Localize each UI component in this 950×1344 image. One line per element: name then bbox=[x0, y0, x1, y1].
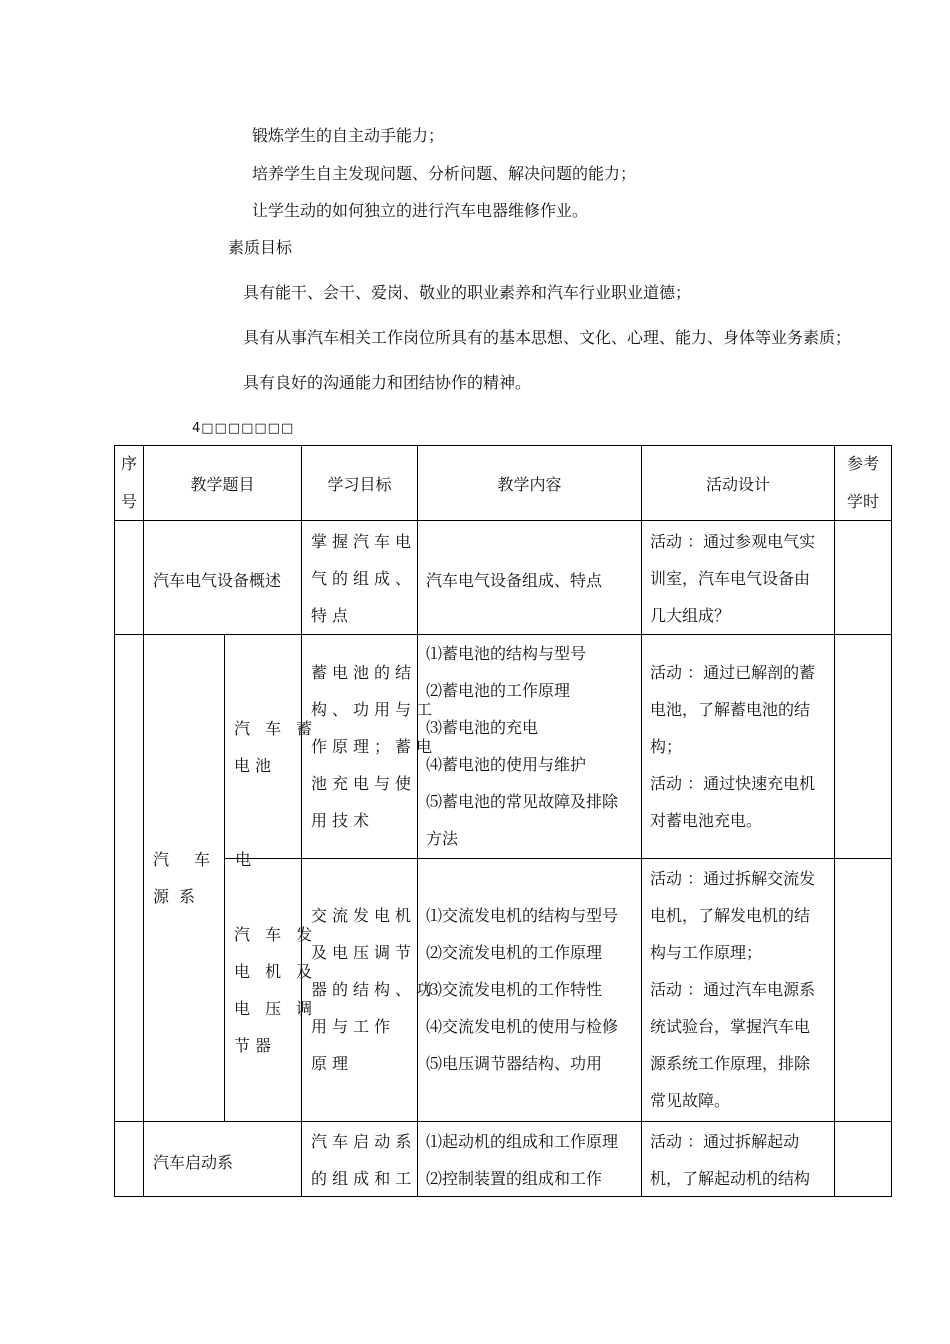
row3-activity: 活动 ：通过拆解交流发 电机，了解发电机的结 构与工作原理； 活动 ：通过汽车电源系 统试验台，掌握汽车电 源系统工作原理，排除 常见故障。 bbox=[650, 869, 816, 1110]
row2-subtopic: 汽 车 蓄 电池 bbox=[234, 719, 318, 775]
row1-activity: 活动 ：通过参观电气实 训室，汽车电气设备由 几大组成？ bbox=[650, 532, 816, 625]
row1-goal: 掌握汽车电 气的组成、 特点 bbox=[311, 532, 417, 625]
header-topic: 教学题目 bbox=[190, 474, 255, 494]
table-divider bbox=[114, 520, 892, 521]
header-activity: 活动设计 bbox=[705, 474, 770, 494]
section-heading: 4□□□□□□□ bbox=[192, 421, 295, 436]
quality-objective-3: 具有良好的沟通能力和团结协作的精神。 bbox=[243, 373, 532, 392]
skill-objective-2: 培养学生自主发现问题、分析问题、解决问题的能力； bbox=[252, 164, 637, 183]
row4-activity: 活动 ：通过拆解起动 机，了解起动机的结构 bbox=[650, 1132, 811, 1188]
skill-objective-3: 让学生动的如何独立的进行汽车电器维修作业。 bbox=[252, 201, 589, 220]
row4-topic: 汽车启动系 bbox=[153, 1153, 234, 1172]
header-content: 教学内容 bbox=[497, 474, 562, 494]
table-border-left bbox=[114, 445, 115, 1197]
table-divider bbox=[143, 445, 144, 1197]
table-divider bbox=[114, 1121, 892, 1122]
row3-content: ⑴交流发电机的结构与型号 ⑵交流发电机的工作原理 ⑶交流发电机的工作特性 ⑷交流发电机的使用与检修 ⑸电压调节器结构、功用 bbox=[426, 906, 619, 1073]
row1-topic: 汽车电气设备概述 bbox=[153, 571, 282, 590]
quality-objective-2: 具有从事汽车相关工作岗位所具有的基本思想、文化、心理、能力、身体等业务素质； bbox=[243, 328, 852, 347]
row3-subtopic: 汽 车 发 电 机 及 电 压 调 节器 bbox=[234, 925, 318, 1055]
row2-content: ⑴蓄电池的结构与型号 ⑵蓄电池的工作原理 ⑶蓄电池的充电 ⑷蓄电池的使用与维护 ⑸蓄电池的常见故障及排除 方法 bbox=[426, 644, 619, 848]
table-divider bbox=[224, 858, 892, 859]
row1-content: 汽车电气设备组成、特点 bbox=[426, 571, 603, 590]
row2-activity: 活动 ：通过已解剖的蓄 电池，了解蓄电池的结 构； 活动 ：通过快速充电机 对蓄电池充电。 bbox=[650, 663, 816, 830]
row4-goal: 汽 车 启 动 系 的 组 成 和 工 bbox=[311, 1132, 412, 1188]
row2-goal: 蓄电池的结 构、功用与工 作原理；蓄电 池充电与使 用技术 bbox=[311, 663, 438, 830]
header-hours: 参考 学时 bbox=[846, 454, 879, 511]
header-seq: 序 号 bbox=[120, 454, 137, 511]
table-divider bbox=[641, 445, 642, 1197]
quality-objectives-heading: 素质目标 bbox=[228, 238, 293, 257]
group-power-system: 汽 车 电 源系 bbox=[153, 850, 262, 906]
row4-content: ⑴起动机的组成和工作原理 ⑵控制装置的组成和工作 bbox=[426, 1132, 619, 1188]
table-divider bbox=[301, 445, 302, 1197]
table-border-right bbox=[891, 445, 892, 1197]
table-divider bbox=[834, 445, 835, 1197]
skill-objective-1: 锻炼学生的自主动手能力； bbox=[252, 126, 445, 145]
quality-objective-1: 具有能干、会干、爱岗、敬业的职业素养和汽车行业职业道德； bbox=[243, 283, 692, 302]
header-goal: 学习目标 bbox=[327, 474, 392, 494]
row3-goal: 交流发电机 及电压调节 器的结构、功 用与工作 原理 bbox=[311, 906, 438, 1073]
